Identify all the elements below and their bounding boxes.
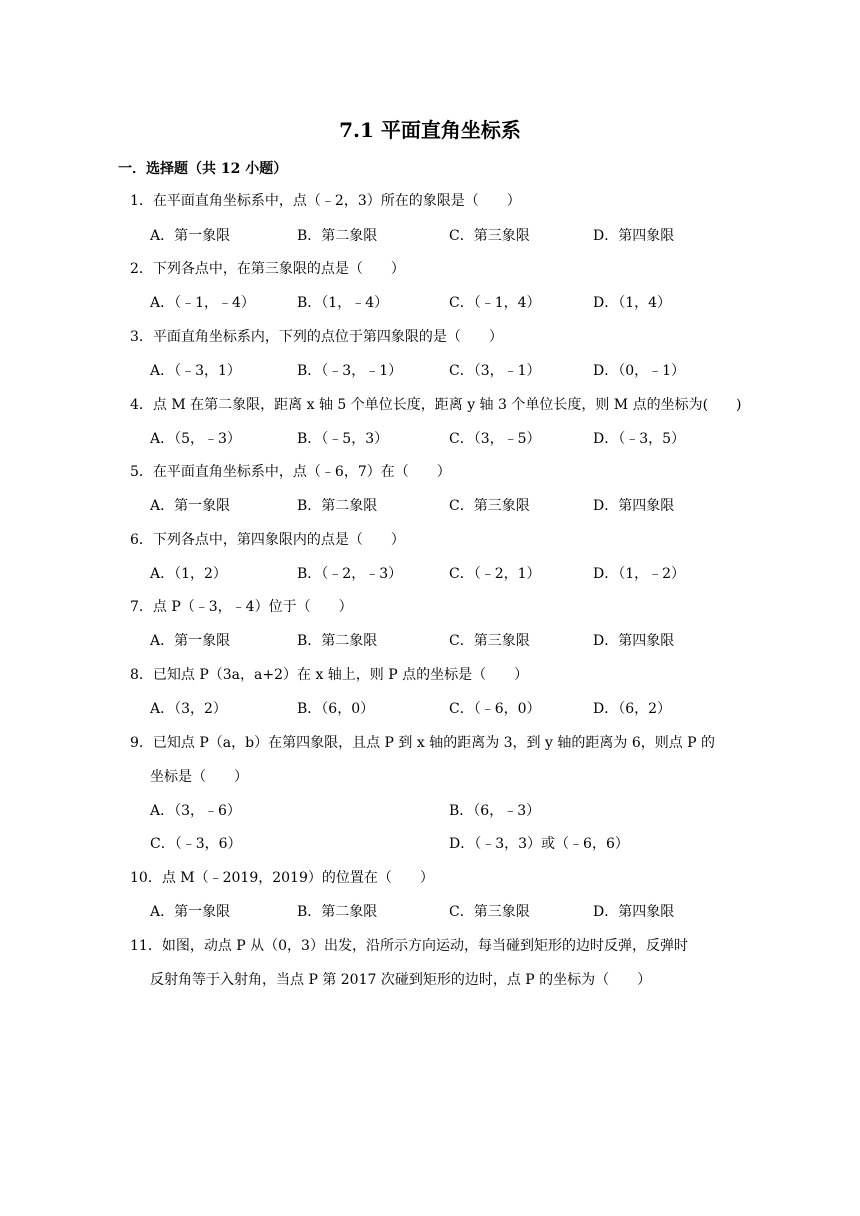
q5-option-d: D．第四象限 (593, 498, 675, 514)
section-title: 一．选择题（共 12 小题） (118, 161, 288, 177)
question-5-stem: 5．在平面直角坐标系中，点（﹣6，7）在（ ） (130, 464, 451, 480)
q7-option-b: B．第二象限 (297, 633, 378, 649)
q4-option-b: B．（﹣5，3） (297, 431, 389, 447)
q7-option-c: C．第三象限 (449, 633, 530, 649)
q6-option-d: D．（1，﹣2） (593, 566, 686, 582)
question-7-stem: 7．点 P（﹣3，﹣4）位于（ ） (130, 599, 353, 615)
q9-option-b: B．（6，﹣3） (449, 803, 541, 819)
q4-option-d: D．（﹣3，5） (593, 431, 686, 447)
q2-option-b: B．（1，﹣4） (297, 295, 389, 311)
q3-option-b: B．（﹣3，﹣1） (297, 363, 403, 379)
q5-option-b: B．第二象限 (297, 498, 378, 514)
question-3-stem: 3．平面直角坐标系内，下列的点位于第四象限的是（ ） (130, 329, 503, 345)
q6-option-b: B．（﹣2，﹣3） (297, 566, 403, 582)
q6-option-c: C．（﹣2，1） (449, 566, 541, 582)
question-8-stem: 8．已知点 P（3a，a+2）在 x 轴上，则 P 点的坐标是（ ） (130, 667, 529, 683)
q8-option-c: C．（﹣6，0） (449, 701, 541, 717)
q1-option-d: D．第四象限 (593, 228, 675, 244)
question-6-stem: 6．下列各点中，第四象限内的点是（ ） (130, 532, 405, 548)
q2-option-d: D．（1，4） (593, 295, 672, 311)
question-9-stem-continued: 坐标是（ ） (150, 769, 248, 785)
q2-option-a: A．（﹣1，﹣4） (150, 295, 255, 311)
q10-option-b: B．第二象限 (297, 904, 378, 920)
q10-option-a: A．第一象限 (150, 904, 231, 920)
q5-option-c: C．第三象限 (449, 498, 530, 514)
q3-option-d: D．（0，﹣1） (593, 363, 686, 379)
q2-option-c: C．（﹣1，4） (449, 295, 541, 311)
q3-option-a: A．（﹣3，1） (150, 363, 241, 379)
q7-option-d: D．第四象限 (593, 633, 675, 649)
q8-option-a: A．（3，2） (150, 701, 227, 717)
question-4-stem: 4．点 M 在第二象限，距离 x 轴 5 个单位长度，距离 y 轴 3 个单位长度，则 M 点的坐标为( ) (130, 397, 742, 413)
question-9-stem: 9．已知点 P（a，b）在第四象限，且点 P 到 x 轴的距离为 3，到 y 轴的距离为 6，则点 P 的 (130, 735, 716, 751)
q4-option-a: A．（5，﹣3） (150, 431, 241, 447)
question-11-stem: 11．如图，动点 P 从（0，3）出发，沿所示方向运动，每当碰到矩形的边时反弹，反弹时 (130, 938, 688, 954)
q5-option-a: A．第一象限 (150, 498, 231, 514)
question-10-stem: 10．点 M（﹣2019，2019）的位置在（ ） (130, 870, 434, 886)
q8-option-d: D．（6，2） (593, 701, 672, 717)
q9-option-a: A．（3，﹣6） (150, 803, 241, 819)
q1-option-a: A．第一象限 (150, 228, 231, 244)
page-title: 7.1 平面直角坐标系 (339, 118, 521, 142)
q4-option-c: C．（3，﹣5） (449, 431, 541, 447)
question-2-stem: 2．下列各点中，在第三象限的点是（ ） (130, 261, 405, 277)
question-11-stem-continued: 反射角等于入射角，当点 P 第 2017 次碰到矩形的边时，点 P 的坐标为（ ） (150, 972, 652, 988)
question-1-stem: 1．在平面直角坐标系中，点（﹣2，3）所在的象限是（ ） (130, 193, 521, 209)
q1-option-c: C．第三象限 (449, 228, 530, 244)
q10-option-d: D．第四象限 (593, 904, 675, 920)
q6-option-a: A．（1，2） (150, 566, 227, 582)
q10-option-c: C．第三象限 (449, 904, 530, 920)
q8-option-b: B．（6，0） (297, 701, 375, 717)
q7-option-a: A．第一象限 (150, 633, 231, 649)
q9-option-d: D．（﹣3，3）或（﹣6，6） (449, 836, 629, 852)
q9-option-c: C．（﹣3，6） (150, 836, 242, 852)
q1-option-b: B．第二象限 (297, 228, 378, 244)
q3-option-c: C．（3，﹣1） (449, 363, 541, 379)
